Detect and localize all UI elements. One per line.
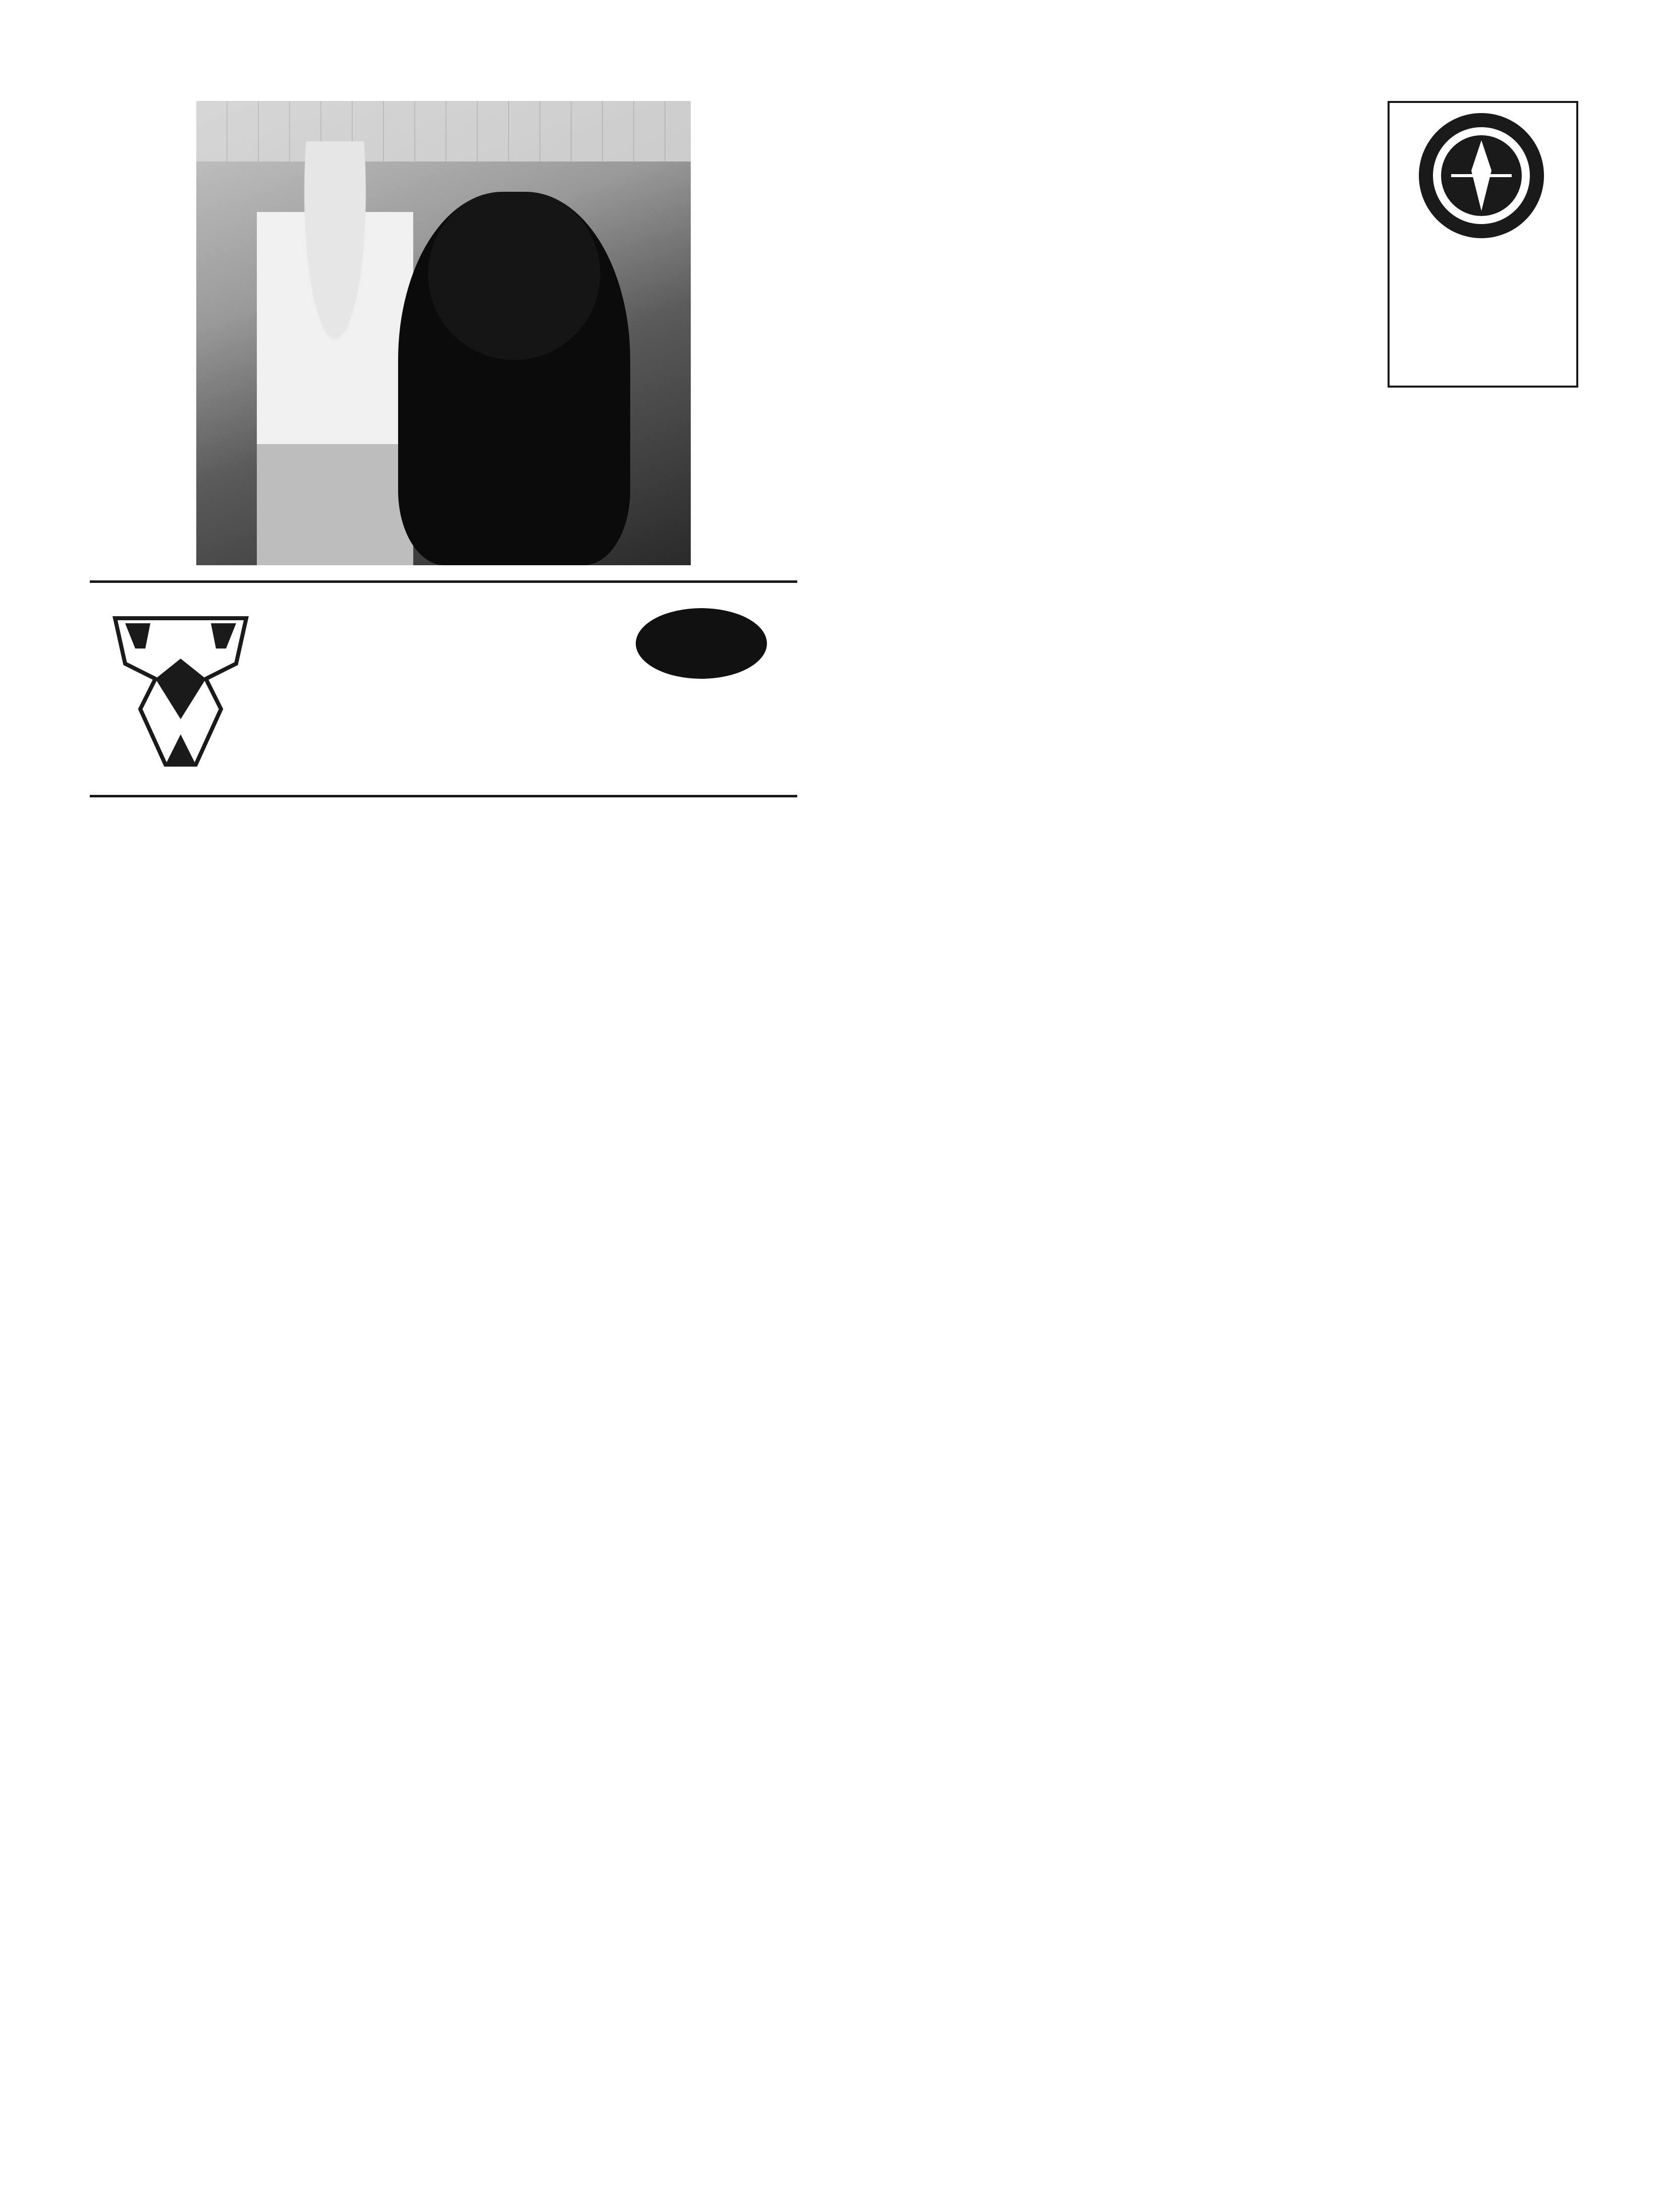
sabre-society-badge — [1388, 101, 1578, 388]
class-crest-icon — [95, 603, 266, 775]
left-column — [90, 96, 797, 813]
photo-man-figure — [257, 141, 413, 565]
photo-man-with-bear — [196, 101, 691, 565]
sabre-society-seal-icon — [1416, 110, 1547, 241]
right-column — [873, 96, 1578, 393]
class-contact-box — [90, 580, 797, 797]
members-percent-badge — [636, 608, 767, 679]
photo-bear-figure — [398, 192, 630, 565]
